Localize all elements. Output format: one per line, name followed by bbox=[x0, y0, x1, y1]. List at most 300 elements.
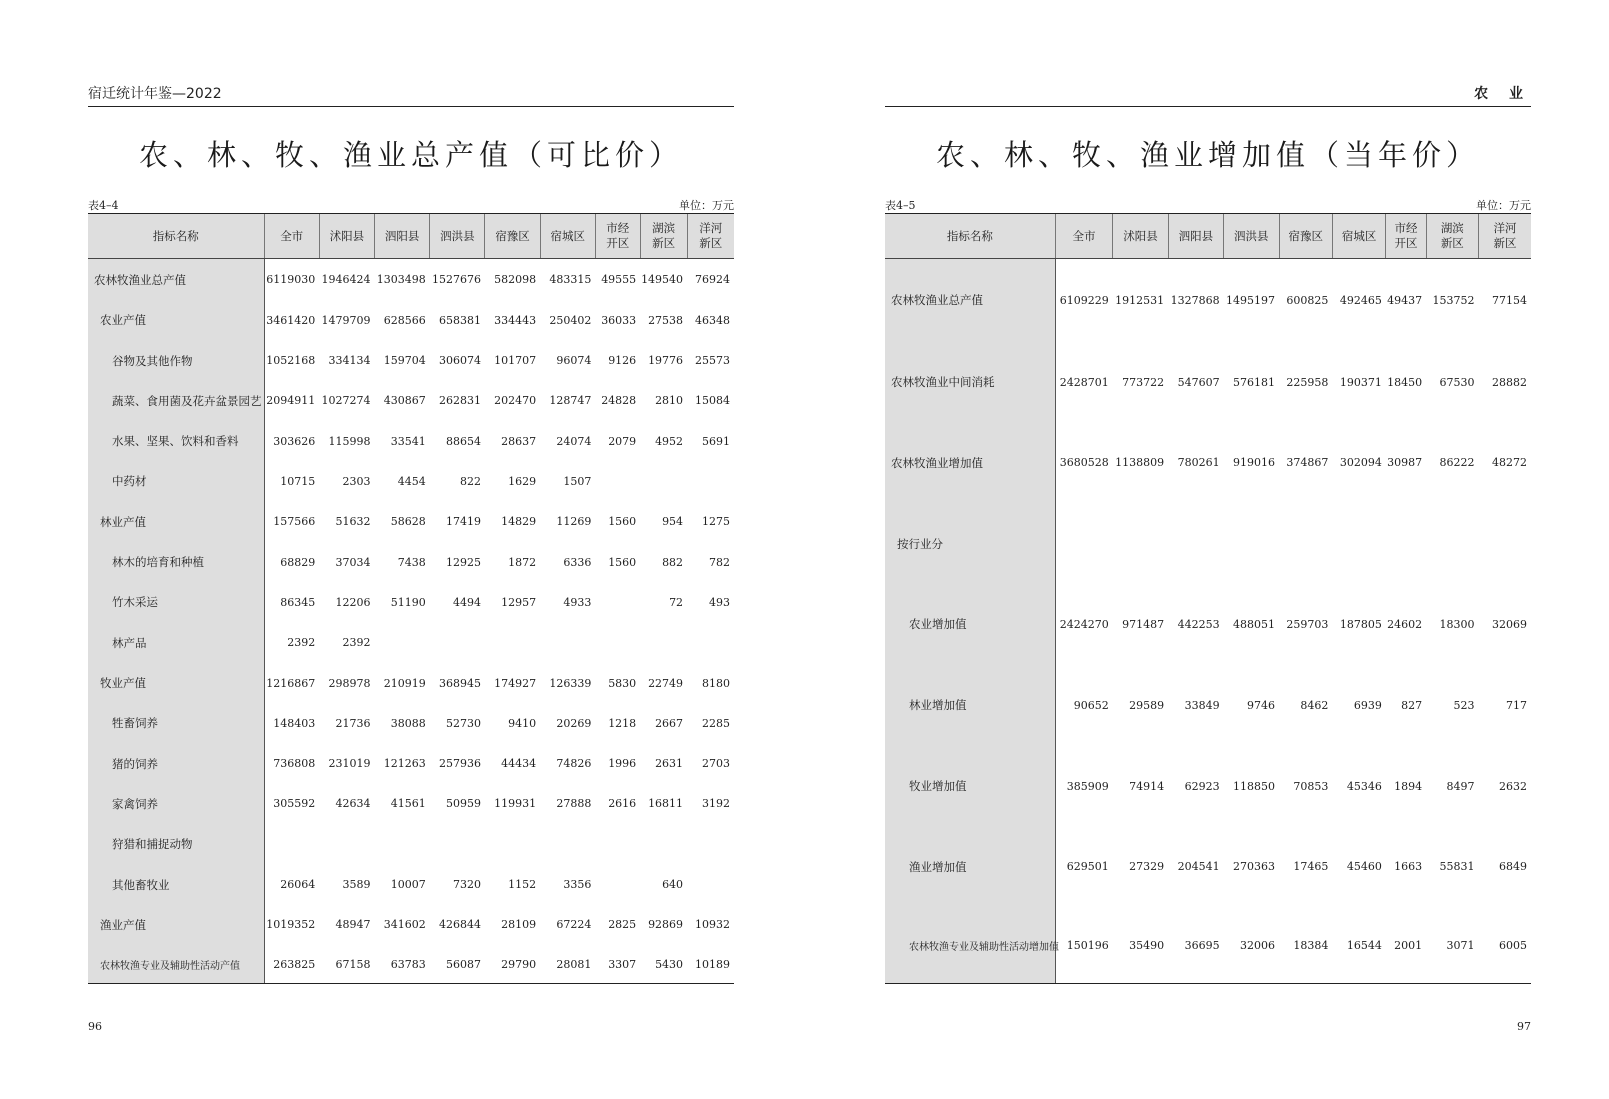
table-cell: 12206 bbox=[335, 595, 371, 609]
table-cell: 76924 bbox=[695, 273, 730, 287]
table-cell: 126339 bbox=[549, 676, 592, 690]
row-label: 竹木采运 bbox=[88, 582, 264, 622]
table-cell: 1894 bbox=[1394, 779, 1423, 793]
table-cell: 4952 bbox=[655, 434, 684, 448]
table-cell: 90652 bbox=[1073, 698, 1109, 712]
data-table bbox=[88, 213, 734, 983]
table-cell: 187805 bbox=[1339, 617, 1382, 631]
table-cell: 48272 bbox=[1492, 456, 1527, 470]
table-cell: 204541 bbox=[1177, 860, 1220, 874]
table-cell: 882 bbox=[662, 555, 684, 569]
table-cell: 128747 bbox=[549, 394, 592, 408]
table-cell: 298978 bbox=[328, 676, 371, 690]
table-cell: 3192 bbox=[702, 797, 730, 811]
row-label: 牲畜饲养 bbox=[88, 703, 264, 743]
table-cell: 22749 bbox=[648, 676, 684, 690]
table-cell: 44434 bbox=[501, 757, 537, 771]
table-cell: 430867 bbox=[383, 394, 426, 408]
table-cell: 250402 bbox=[549, 313, 592, 327]
table-cell: 7438 bbox=[397, 555, 426, 569]
table-cell: 5830 bbox=[608, 676, 637, 690]
table-cell: 72 bbox=[669, 595, 684, 609]
row-label: 农林牧渔业总产值 bbox=[88, 259, 264, 301]
table-cell: 629501 bbox=[1066, 860, 1109, 874]
table-cell: 11269 bbox=[556, 515, 592, 529]
table-cell bbox=[595, 623, 640, 663]
table-cell: 1218 bbox=[608, 716, 637, 730]
table-cell: 6005 bbox=[1499, 938, 1527, 952]
table-cell: 773722 bbox=[1122, 375, 1165, 389]
running-head bbox=[885, 84, 1531, 107]
column-header: 宿豫区 bbox=[1279, 214, 1332, 259]
table-cell: 1138809 bbox=[1115, 456, 1165, 470]
row-label: 农业增加值 bbox=[885, 584, 1055, 665]
row-label: 家禽饲养 bbox=[88, 784, 264, 824]
table-cell bbox=[640, 824, 687, 864]
table-cell bbox=[1479, 503, 1531, 584]
data-table-container bbox=[88, 213, 734, 984]
row-label: 中药材 bbox=[88, 461, 264, 501]
table-cell: 18384 bbox=[1293, 938, 1329, 952]
table-row bbox=[88, 502, 734, 542]
row-label: 林业产值 bbox=[88, 502, 264, 542]
table-cell bbox=[540, 824, 595, 864]
table-cell: 86222 bbox=[1439, 456, 1475, 470]
table-cell: 736808 bbox=[273, 757, 316, 771]
column-header: 全市 bbox=[264, 214, 319, 259]
table-title: 农、林、牧、渔业总产值（可比价） bbox=[138, 138, 683, 172]
table-row bbox=[88, 864, 734, 904]
table-cell: 6119030 bbox=[266, 273, 316, 287]
column-header: 湖滨 新区 bbox=[640, 214, 687, 259]
row-label: 农林牧渔专业及辅助性活动增加值 bbox=[885, 907, 1055, 983]
table-cell: 18450 bbox=[1387, 375, 1423, 389]
table-cell: 1946424 bbox=[321, 273, 371, 287]
table-cell: 118850 bbox=[1233, 779, 1276, 793]
table-cell: 29790 bbox=[501, 957, 537, 971]
table-cell: 6849 bbox=[1499, 860, 1527, 874]
row-label: 其他畜牧业 bbox=[88, 864, 264, 904]
table-cell: 2616 bbox=[608, 797, 637, 811]
row-label: 渔业增加值 bbox=[885, 826, 1055, 907]
table-cell: 628566 bbox=[383, 313, 426, 327]
table-cell: 1303498 bbox=[376, 273, 426, 287]
table-cell: 1996 bbox=[608, 757, 637, 771]
table-cell bbox=[540, 623, 595, 663]
table-cell bbox=[687, 623, 734, 663]
table-row bbox=[88, 663, 734, 703]
table-cell: 2424270 bbox=[1059, 617, 1109, 631]
table-cell: 15084 bbox=[695, 394, 730, 408]
table-cell: 27538 bbox=[648, 313, 684, 327]
table-cell: 1527676 bbox=[431, 273, 481, 287]
table-row bbox=[88, 945, 734, 983]
table-cell bbox=[687, 864, 734, 904]
table-cell: 2667 bbox=[655, 716, 684, 730]
table-row bbox=[885, 907, 1531, 983]
table-cell: 6109229 bbox=[1059, 293, 1109, 307]
table-cell: 4494 bbox=[452, 595, 481, 609]
table-cell: 10715 bbox=[280, 474, 316, 488]
table-cell: 62923 bbox=[1184, 779, 1220, 793]
table-cell: 14829 bbox=[501, 515, 537, 529]
table-cell: 582098 bbox=[494, 273, 537, 287]
table-cell: 46348 bbox=[695, 313, 730, 327]
row-label: 农林牧渔业增加值 bbox=[885, 423, 1055, 504]
table-row bbox=[885, 584, 1531, 665]
table-cell: 45346 bbox=[1346, 779, 1382, 793]
table-cell: 74826 bbox=[556, 757, 592, 771]
table-cell: 305592 bbox=[273, 797, 316, 811]
table-cell: 190371 bbox=[1339, 375, 1382, 389]
table-cell: 2392 bbox=[342, 636, 371, 650]
table-cell: 42634 bbox=[335, 797, 371, 811]
table-cell: 9746 bbox=[1247, 698, 1276, 712]
column-header: 宿城区 bbox=[1332, 214, 1385, 259]
table-cell: 1216867 bbox=[266, 676, 316, 690]
table-cell: 1495197 bbox=[1226, 293, 1276, 307]
table-cell: 150196 bbox=[1066, 938, 1109, 952]
table-cell bbox=[430, 623, 485, 663]
table-cell: 2703 bbox=[702, 757, 730, 771]
table-cell: 334443 bbox=[494, 313, 537, 327]
table-cell: 8497 bbox=[1446, 779, 1475, 793]
table-cell: 426844 bbox=[438, 918, 481, 932]
table-cell bbox=[595, 864, 640, 904]
table-cell: 1027274 bbox=[321, 394, 371, 408]
running-head-text: 农 业 bbox=[1474, 86, 1531, 102]
table-cell bbox=[640, 461, 687, 501]
table-cell: 2079 bbox=[608, 434, 637, 448]
data-table bbox=[885, 213, 1531, 983]
table-row bbox=[88, 905, 734, 945]
table-cell: 1912531 bbox=[1115, 293, 1165, 307]
row-label: 农业产值 bbox=[88, 300, 264, 340]
column-header-indicator: 指标名称 bbox=[885, 214, 1055, 259]
table-cell: 30987 bbox=[1387, 456, 1423, 470]
row-label: 狩猎和捕捉动物 bbox=[88, 824, 264, 864]
table-row bbox=[88, 623, 734, 663]
table-cell: 2428701 bbox=[1059, 375, 1109, 389]
table-row bbox=[885, 423, 1531, 504]
table-cell bbox=[687, 461, 734, 501]
table-cell bbox=[1224, 503, 1279, 584]
right-page bbox=[885, 0, 1531, 1099]
table-cell: 210919 bbox=[383, 676, 426, 690]
row-label: 按行业分 bbox=[885, 503, 1055, 584]
table-cell: 3307 bbox=[608, 957, 637, 971]
table-cell: 24074 bbox=[556, 434, 592, 448]
table-row bbox=[88, 259, 734, 301]
column-header: 沭阳县 bbox=[319, 214, 374, 259]
table-cell: 717 bbox=[1506, 698, 1527, 712]
table-cell: 45460 bbox=[1346, 860, 1382, 874]
table-cell: 4454 bbox=[397, 474, 426, 488]
column-header: 市经 开区 bbox=[1386, 214, 1426, 259]
row-label: 牧业增加值 bbox=[885, 746, 1055, 827]
table-cell bbox=[375, 824, 430, 864]
table-row bbox=[885, 746, 1531, 827]
table-cell: 385909 bbox=[1066, 779, 1109, 793]
table-cell: 257936 bbox=[438, 757, 481, 771]
table-cell: 17419 bbox=[445, 515, 481, 529]
column-header: 市经 开区 bbox=[595, 214, 640, 259]
table-cell: 368945 bbox=[438, 676, 481, 690]
table-cell: 33541 bbox=[390, 434, 426, 448]
table-row bbox=[88, 784, 734, 824]
column-header: 泗洪县 bbox=[1224, 214, 1279, 259]
running-head-text: 宿迁统计年鉴—2022 bbox=[88, 86, 222, 102]
column-header: 洋河 新区 bbox=[1479, 214, 1531, 259]
table-cell: 115998 bbox=[328, 434, 371, 448]
table-cell: 67530 bbox=[1439, 375, 1475, 389]
table-cell: 67158 bbox=[335, 957, 371, 971]
table-cell: 88654 bbox=[445, 434, 481, 448]
table-cell: 1019352 bbox=[266, 918, 316, 932]
table-cell: 374867 bbox=[1286, 456, 1329, 470]
table-cell: 1052168 bbox=[266, 354, 316, 368]
table-cell: 231019 bbox=[328, 757, 371, 771]
column-header: 泗洪县 bbox=[430, 214, 485, 259]
table-cell: 52730 bbox=[445, 716, 481, 730]
table-cell: 41561 bbox=[390, 797, 426, 811]
table-cell bbox=[1386, 503, 1426, 584]
table-cell: 782 bbox=[709, 555, 730, 569]
table-cell bbox=[1279, 503, 1332, 584]
table-cell: 1479709 bbox=[321, 313, 371, 327]
table-cell: 55831 bbox=[1439, 860, 1475, 874]
table-cell: 658381 bbox=[438, 313, 481, 327]
table-cell: 1152 bbox=[508, 878, 537, 892]
table-unit: 单位：万元 bbox=[1476, 199, 1531, 212]
table-cell: 20269 bbox=[556, 716, 592, 730]
table-cell: 492465 bbox=[1339, 293, 1382, 307]
table-cell: 263825 bbox=[273, 957, 316, 971]
table-cell: 225958 bbox=[1286, 375, 1329, 389]
table-cell: 442253 bbox=[1177, 617, 1220, 631]
table-cell bbox=[595, 824, 640, 864]
table-cell: 56087 bbox=[445, 957, 481, 971]
column-header: 全市 bbox=[1055, 214, 1112, 259]
table-cell: 2285 bbox=[702, 716, 730, 730]
table-cell: 600825 bbox=[1286, 293, 1329, 307]
table-cell: 259703 bbox=[1286, 617, 1329, 631]
table-cell: 1275 bbox=[702, 515, 730, 529]
table-cell: 523 bbox=[1453, 698, 1475, 712]
table-cell: 28882 bbox=[1492, 375, 1527, 389]
row-label: 农林牧渔业总产值 bbox=[885, 259, 1055, 342]
table-row bbox=[88, 421, 734, 461]
table-cell: 27329 bbox=[1129, 860, 1165, 874]
table-cell bbox=[1113, 503, 1168, 584]
table-cell: 119931 bbox=[494, 797, 537, 811]
row-label: 农林牧渔专业及辅助性活动产值 bbox=[88, 945, 264, 983]
table-cell: 827 bbox=[1401, 698, 1423, 712]
table-cell: 51632 bbox=[335, 515, 371, 529]
table-row bbox=[88, 340, 734, 380]
table-cell: 16544 bbox=[1346, 938, 1382, 952]
table-cell: 4933 bbox=[563, 595, 592, 609]
table-cell: 148403 bbox=[273, 716, 316, 730]
table-cell bbox=[1332, 503, 1385, 584]
table-cell: 28109 bbox=[501, 918, 537, 932]
table-number: 表4–5 bbox=[885, 199, 916, 212]
table-cell: 5691 bbox=[702, 434, 730, 448]
page-number: 97 bbox=[1517, 1020, 1531, 1033]
table-cell: 919016 bbox=[1233, 456, 1276, 470]
table-cell: 9410 bbox=[508, 716, 537, 730]
table-cell: 303626 bbox=[273, 434, 316, 448]
row-label: 林木的培育和种植 bbox=[88, 542, 264, 582]
table-cell bbox=[595, 582, 640, 622]
table-header-row bbox=[88, 214, 734, 259]
table-row bbox=[88, 582, 734, 622]
row-label: 水果、坚果、饮料和香料 bbox=[88, 421, 264, 461]
table-cell: 16811 bbox=[648, 797, 684, 811]
table-cell: 1629 bbox=[508, 474, 537, 488]
table-cell: 67224 bbox=[556, 918, 592, 932]
table-cell: 49437 bbox=[1387, 293, 1423, 307]
table-row bbox=[88, 381, 734, 421]
table-cell: 270363 bbox=[1233, 860, 1276, 874]
table-cell: 6336 bbox=[563, 555, 592, 569]
table-cell: 10189 bbox=[695, 957, 730, 971]
table-cell: 262831 bbox=[438, 394, 481, 408]
table-cell: 28081 bbox=[556, 957, 592, 971]
table-cell: 86345 bbox=[280, 595, 316, 609]
table-cell: 174927 bbox=[494, 676, 537, 690]
table-cell: 3356 bbox=[563, 878, 592, 892]
table-cell: 10007 bbox=[390, 878, 426, 892]
table-cell: 10932 bbox=[695, 918, 730, 932]
column-header-indicator: 指标名称 bbox=[88, 214, 264, 259]
table-cell: 58628 bbox=[390, 515, 426, 529]
table-row bbox=[88, 542, 734, 582]
table-header-row bbox=[885, 214, 1531, 259]
table-cell: 2001 bbox=[1394, 938, 1423, 952]
table-cell: 38088 bbox=[390, 716, 426, 730]
table-cell: 37034 bbox=[335, 555, 371, 569]
table-row bbox=[88, 824, 734, 864]
row-label: 渔业产值 bbox=[88, 905, 264, 945]
table-row bbox=[885, 665, 1531, 746]
table-cell: 32006 bbox=[1240, 938, 1276, 952]
table-cell: 493 bbox=[709, 595, 730, 609]
row-label: 谷物及其他作物 bbox=[88, 340, 264, 380]
table-cell: 1507 bbox=[563, 474, 592, 488]
table-cell bbox=[485, 824, 540, 864]
table-cell: 8180 bbox=[702, 676, 730, 690]
table-row bbox=[88, 744, 734, 784]
table-cell: 822 bbox=[459, 474, 481, 488]
table-cell: 2392 bbox=[287, 636, 316, 650]
table-cell: 63783 bbox=[390, 957, 426, 971]
row-label: 林产品 bbox=[88, 623, 264, 663]
table-row bbox=[885, 826, 1531, 907]
table-cell: 488051 bbox=[1233, 617, 1276, 631]
table-cell: 3461420 bbox=[266, 313, 316, 327]
table-cell: 68829 bbox=[280, 555, 316, 569]
table-cell bbox=[595, 461, 640, 501]
table-cell: 50959 bbox=[445, 797, 481, 811]
table-cell: 18300 bbox=[1439, 617, 1475, 631]
table-number: 表4–4 bbox=[88, 199, 119, 212]
table-cell: 2810 bbox=[655, 394, 684, 408]
column-header: 洋河 新区 bbox=[687, 214, 734, 259]
table-cell bbox=[375, 623, 430, 663]
table-cell: 70853 bbox=[1293, 779, 1329, 793]
table-cell bbox=[264, 824, 319, 864]
table-cell bbox=[319, 824, 374, 864]
table-cell: 1663 bbox=[1394, 860, 1423, 874]
table-cell: 157566 bbox=[273, 515, 316, 529]
data-table-container bbox=[885, 213, 1531, 984]
table-cell: 36695 bbox=[1184, 938, 1220, 952]
table-cell: 27888 bbox=[556, 797, 592, 811]
table-cell: 33849 bbox=[1184, 698, 1220, 712]
table-cell: 77154 bbox=[1492, 293, 1527, 307]
left-page bbox=[88, 0, 734, 1099]
table-cell: 26064 bbox=[280, 878, 316, 892]
table-cell: 96074 bbox=[556, 354, 592, 368]
table-row bbox=[88, 461, 734, 501]
table-cell: 2825 bbox=[608, 918, 637, 932]
table-cell: 202470 bbox=[494, 394, 537, 408]
table-cell bbox=[1055, 503, 1112, 584]
column-header: 宿城区 bbox=[540, 214, 595, 259]
table-cell: 21736 bbox=[335, 716, 371, 730]
column-header: 泗阳县 bbox=[375, 214, 430, 259]
table-cell bbox=[485, 623, 540, 663]
table-cell: 24602 bbox=[1387, 617, 1423, 631]
column-header: 泗阳县 bbox=[1168, 214, 1223, 259]
table-cell: 32069 bbox=[1492, 617, 1527, 631]
table-cell: 7320 bbox=[452, 878, 481, 892]
table-cell: 1872 bbox=[508, 555, 537, 569]
table-cell: 780261 bbox=[1177, 456, 1220, 470]
table-cell: 971487 bbox=[1122, 617, 1165, 631]
column-header: 沭阳县 bbox=[1113, 214, 1168, 259]
table-cell: 2631 bbox=[655, 757, 684, 771]
table-row bbox=[885, 259, 1531, 342]
table-cell: 2094911 bbox=[266, 394, 316, 408]
table-cell: 159704 bbox=[383, 354, 426, 368]
table-cell: 341602 bbox=[383, 918, 426, 932]
table-cell: 3680528 bbox=[1059, 456, 1109, 470]
table-cell: 48947 bbox=[335, 918, 371, 932]
table-title: 农、林、牧、渔业增加值（当年价） bbox=[935, 138, 1480, 172]
table-cell: 547607 bbox=[1177, 375, 1220, 389]
table-cell: 1327868 bbox=[1170, 293, 1220, 307]
table-cell: 49555 bbox=[601, 273, 637, 287]
table-cell: 302094 bbox=[1339, 456, 1382, 470]
table-cell: 12957 bbox=[501, 595, 537, 609]
table-cell: 35490 bbox=[1129, 938, 1165, 952]
table-row bbox=[885, 503, 1531, 584]
table-row bbox=[885, 342, 1531, 423]
table-cell: 576181 bbox=[1233, 375, 1276, 389]
page-number: 96 bbox=[88, 1020, 102, 1033]
table-cell: 334134 bbox=[328, 354, 371, 368]
table-cell: 101707 bbox=[494, 354, 537, 368]
table-cell: 51190 bbox=[390, 595, 426, 609]
table-cell: 17465 bbox=[1293, 860, 1329, 874]
table-cell: 74914 bbox=[1129, 779, 1165, 793]
table-cell: 36033 bbox=[601, 313, 637, 327]
table-cell: 2632 bbox=[1499, 779, 1527, 793]
table-cell: 3589 bbox=[342, 878, 371, 892]
column-header: 湖滨 新区 bbox=[1426, 214, 1478, 259]
